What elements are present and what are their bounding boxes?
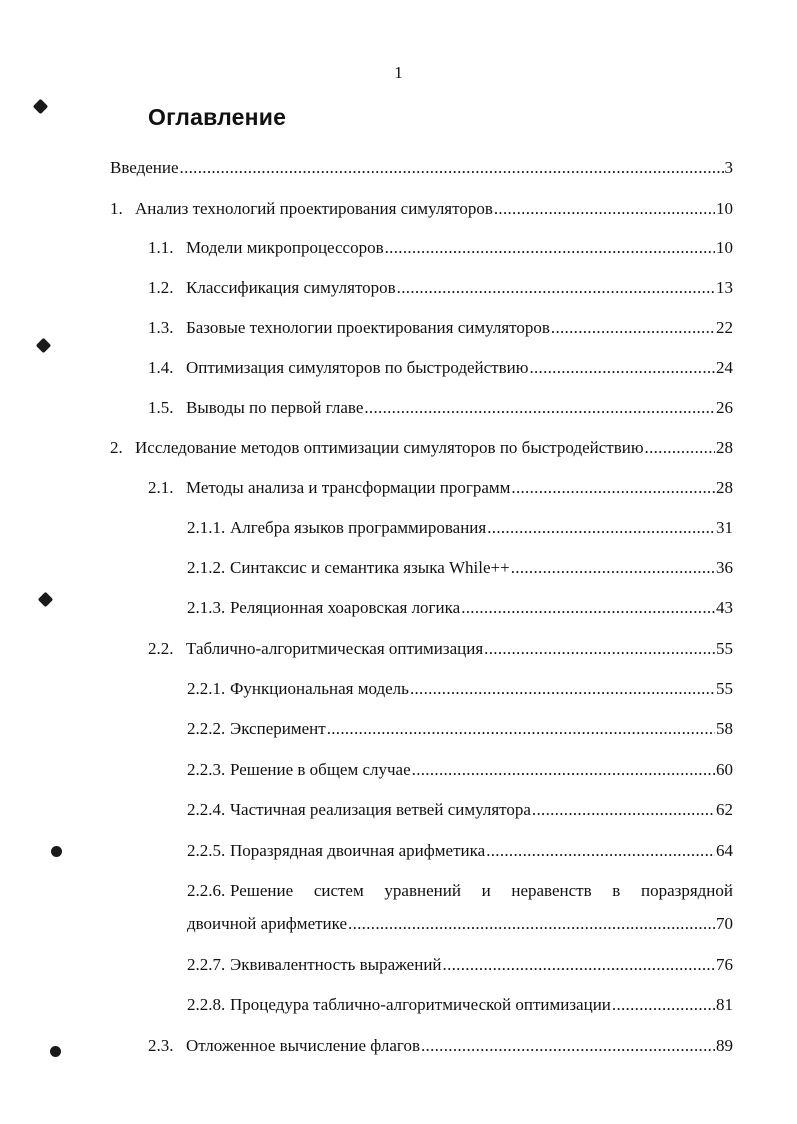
toc-entry-title: Классификация симуляторов — [186, 278, 396, 297]
toc-entry-subsection-2-2-7 — [187, 954, 733, 975]
toc-entry-number: 2.2.1. — [187, 679, 226, 698]
toc-page-number: 28 — [716, 438, 733, 457]
toc-entry-section-2-1 — [148, 477, 733, 498]
toc-entry-number: 2. — [110, 438, 123, 457]
toc-entry-section-1-1 — [148, 237, 733, 258]
toc-entry-number: 1.3. — [148, 318, 174, 337]
toc-entry-title: Эквивалентность выражений — [230, 955, 442, 974]
toc-page-number: 22 — [716, 318, 733, 337]
toc-entry-title: Реляционная хоаровская логика — [230, 598, 461, 617]
toc-page-number: 3 — [724, 158, 733, 177]
toc-entry-number: 1. — [110, 199, 123, 218]
dot-leader — [443, 954, 715, 975]
toc-entry-subsection-2-1-3 — [187, 597, 733, 618]
toc-page-number: 24 — [716, 358, 733, 377]
toc-entry-title: Базовые технологии проектирования симуляторов — [186, 318, 550, 337]
toc-entry-title-line2: двоичной арифметике — [187, 914, 348, 933]
toc-page-number: 55 — [716, 639, 733, 658]
binding-hole-mark — [51, 846, 62, 857]
dot-leader — [348, 913, 715, 934]
dot-leader — [327, 718, 715, 739]
page-title: Оглавление — [148, 104, 287, 130]
dot-leader — [385, 237, 715, 258]
toc-entry-title: Эксперимент — [230, 719, 326, 738]
toc-entry-number: 2.1.1. — [187, 518, 226, 537]
toc-page-number: 81 — [716, 995, 733, 1014]
toc-entry-number: 2.2.4. — [187, 800, 226, 819]
toc-page-number: 58 — [716, 719, 733, 738]
toc-entry-title: Таблично-алгоритмическая оптимизация — [186, 639, 484, 658]
toc-entry-subsection-2-2-4 — [187, 799, 733, 820]
toc-entry-section-2-2 — [148, 638, 733, 659]
toc-entry-subsection-2-2-8 — [187, 994, 733, 1015]
toc-page-number: 31 — [716, 518, 733, 537]
dot-leader — [612, 994, 715, 1015]
toc-entry-introduction — [110, 157, 733, 178]
toc-entry-section-1-3 — [148, 317, 733, 338]
toc-entry-title: Алгебра языков программирования — [230, 518, 487, 537]
toc-page-number: 10 — [716, 199, 733, 218]
toc-entry-title: Методы анализа и трансформации программ — [186, 478, 511, 497]
toc-page-number: 13 — [716, 278, 733, 297]
toc-entry-title: Отложенное вычисление флагов — [186, 1036, 420, 1055]
toc-entry-number: 2.1.3. — [187, 598, 226, 617]
dot-leader — [397, 277, 715, 298]
toc-page-number: 70 — [716, 914, 733, 933]
toc-entry-number: 2.2.6. — [187, 881, 226, 900]
binding-hole-mark — [50, 1046, 61, 1057]
toc-entry-number: 1.5. — [148, 398, 174, 417]
toc-entry-subsection-2-2-3 — [187, 759, 733, 780]
toc-entry-number: 2.2.8. — [187, 995, 226, 1014]
toc-entry-number: 2.2.7. — [187, 955, 226, 974]
toc-entry-title: Синтаксис и семантика языка While++ — [230, 558, 510, 577]
toc-entry-number: 2.3. — [148, 1036, 174, 1055]
toc-entry-title: Исследование методов оптимизации симуляторов по быстродействию — [135, 438, 644, 457]
toc-entry-title: Процедура таблично-алгоритмической оптимизации — [230, 995, 611, 1014]
toc-page-number: 60 — [716, 760, 733, 779]
dot-leader — [645, 437, 715, 458]
dot-leader — [494, 198, 715, 219]
toc-entry-number: 2.2. — [148, 639, 174, 658]
toc-entry-number: 2.2.5. — [187, 841, 226, 860]
dot-leader — [484, 638, 715, 659]
toc-entry-title: Поразрядная двоичная арифметика — [230, 841, 486, 860]
toc-page-number: 28 — [716, 478, 733, 497]
dot-leader — [511, 477, 715, 498]
dot-leader — [511, 557, 715, 578]
toc-entry-title: Оптимизация симуляторов по быстродействию — [186, 358, 529, 377]
dot-leader — [532, 799, 715, 820]
toc-entry-title: Модели микропроцессоров — [186, 238, 384, 257]
toc-entry-wrapped-line — [187, 880, 733, 901]
toc-entry-section-2-3 — [148, 1035, 733, 1056]
toc-entry-number: 1.4. — [148, 358, 174, 377]
toc-entry-subsection-2-1-2 — [187, 557, 733, 578]
dot-leader — [421, 1035, 715, 1056]
toc-entry-subsection-2-2-2 — [187, 718, 733, 739]
toc-entry-subsection-2-1-1 — [187, 517, 733, 538]
toc-entry-title: Выводы по первой главе — [186, 398, 364, 417]
toc-entry-title: Решение в общем случае — [230, 760, 411, 779]
toc-entry-chapter-1 — [110, 198, 733, 219]
toc-page-number: 26 — [716, 398, 733, 417]
dot-leader — [551, 317, 715, 338]
toc-page-number: 89 — [716, 1036, 733, 1055]
dot-leader — [410, 678, 715, 699]
toc-page-number: 76 — [716, 955, 733, 974]
toc-entry-section-1-4 — [148, 357, 733, 378]
binding-hole-mark — [36, 338, 52, 354]
page-number: 1 — [394, 63, 403, 82]
toc-entry-continuation — [187, 913, 733, 934]
toc-entry-number: 1.1. — [148, 238, 174, 257]
toc-page-number: 36 — [716, 558, 733, 577]
dot-leader — [412, 759, 715, 780]
dot-leader — [180, 157, 724, 178]
toc-entry-number: 1.2. — [148, 278, 174, 297]
toc-entry-subsection-2-2-1 — [187, 678, 733, 699]
dot-leader — [461, 597, 715, 618]
toc-entry-title: Введение — [110, 158, 179, 177]
toc-page-number: 43 — [716, 598, 733, 617]
toc-entry-title-line1: Решение систем уравнений и неравенств в поразрядной — [230, 881, 733, 900]
toc-entry-subsection-2-2-5 — [187, 840, 733, 861]
toc-page-number: 10 — [716, 238, 733, 257]
toc-entry-number: 2.2.3. — [187, 760, 226, 779]
toc-page-number: 64 — [716, 841, 733, 860]
toc-page-number: 55 — [716, 679, 733, 698]
toc-entry-number: 2.1.2. — [187, 558, 226, 577]
toc-entry-chapter-2 — [110, 437, 733, 458]
toc-entry-number: 2.1. — [148, 478, 174, 497]
toc-entry-section-1-2 — [148, 277, 733, 298]
dot-leader — [529, 357, 715, 378]
binding-hole-mark — [38, 592, 54, 608]
toc-entry-title: Частичная реализация ветвей симулятора — [230, 800, 531, 819]
dot-leader — [486, 840, 715, 861]
toc-entry-section-1-5 — [148, 397, 733, 418]
binding-hole-mark — [33, 99, 49, 115]
toc-entry-title: Анализ технологий проектирования симуляторов — [135, 199, 493, 218]
dot-leader — [487, 517, 715, 538]
dot-leader — [364, 397, 715, 418]
toc-entry-title: Функциональная модель — [230, 679, 409, 698]
toc-entry-number: 2.2.2. — [187, 719, 226, 738]
toc-page-number: 62 — [716, 800, 733, 819]
